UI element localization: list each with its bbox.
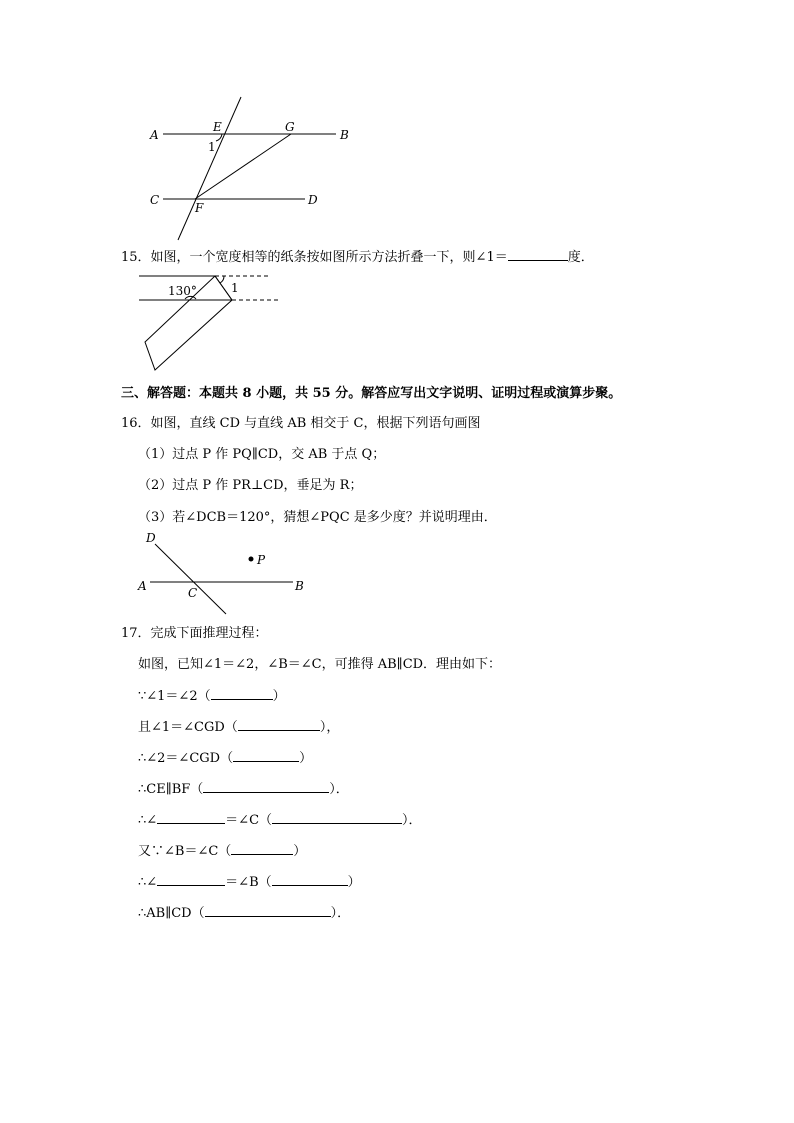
- q17-line-6-close: ）: [293, 844, 307, 859]
- label-c-16: C: [188, 586, 198, 600]
- label-a-16: A: [138, 579, 147, 593]
- q17-line-5: [138, 811, 422, 830]
- label-d-16: D: [146, 531, 156, 545]
- label-a: A: [150, 128, 159, 142]
- q17-line-6: [138, 842, 306, 861]
- q15-number: 15．: [121, 250, 151, 265]
- q17-line-2-end: ），: [319, 720, 340, 735]
- label-1-fold: 1: [231, 281, 239, 295]
- q17-blank-3[interactable]: [233, 749, 299, 762]
- q17-blank-5a[interactable]: [157, 811, 225, 824]
- q17-blank-7a[interactable]: [157, 873, 225, 886]
- q17-line-8-end: ）．: [330, 906, 351, 921]
- q17-line-7: [138, 873, 361, 892]
- q17-line-7-close: ）: [347, 875, 361, 890]
- label-e: E: [213, 120, 222, 134]
- label-p-16: P: [257, 553, 266, 567]
- q17-blank-7b[interactable]: [272, 873, 348, 886]
- q17-line-6-text: 又∵∠B＝∠C（: [138, 844, 232, 859]
- q17-line-3-close: ）: [299, 751, 313, 766]
- q17-line-8-text: ∴AB∥CD（: [138, 906, 205, 921]
- q17-blank-2[interactable]: [238, 718, 320, 731]
- q17-title: 完成下面推理过程：: [150, 626, 268, 641]
- label-f: F: [195, 201, 204, 215]
- q16-item-1: （1）过点 P 作 PQ∥CD，交 AB 于点 Q；: [138, 447, 386, 462]
- q16-item-3: （3）若∠DCB＝120°，猜想∠PQC 是多少度？并说明理由．: [138, 510, 497, 525]
- q17-line-5-end: ）．: [402, 813, 422, 828]
- q17-line-5-start: ∴∠: [138, 813, 158, 828]
- label-130: 130°: [168, 284, 197, 298]
- q17-number: 17．: [121, 626, 151, 641]
- q17-blank-1[interactable]: [211, 687, 273, 700]
- q17-blank-5b[interactable]: [272, 811, 402, 824]
- q17-line-2: [138, 718, 339, 737]
- q16-item-2: （2）过点 P 作 PR⊥CD，垂足为 R；: [138, 478, 363, 493]
- section3-heading: 三、解答题：本题共 8 小题，共 55 分。解答应写出文字说明、证明过程或演算步聚。: [121, 386, 622, 401]
- q17-line-1-close: ）: [272, 689, 286, 704]
- q17-line-1: [138, 687, 286, 706]
- q17-line-7-start: ∴∠: [138, 875, 158, 890]
- point-p: [249, 557, 254, 562]
- q17-line-4: [138, 780, 349, 799]
- q15-text-after: 度．: [567, 250, 594, 265]
- q17-line-4-end: ）．: [329, 782, 349, 797]
- label-b: B: [340, 128, 349, 142]
- label-g: G: [285, 120, 295, 134]
- label-c: C: [150, 193, 160, 207]
- q17-line-3-text: ∴∠2＝∠CGD（: [138, 751, 234, 766]
- q17-title-line: [121, 625, 268, 643]
- q17-blank-8[interactable]: [205, 904, 331, 917]
- q17-line-2-text: 且∠1＝∠CGD（: [138, 720, 238, 735]
- q17-blank-6[interactable]: [231, 842, 293, 855]
- line-cd-16: [155, 544, 226, 614]
- q17-line-3: [138, 749, 312, 768]
- q17-line-8: [138, 904, 350, 923]
- q16-intro: 如图，直线 CD 与直线 AB 相交于 C，根据下列语句画图: [150, 416, 481, 431]
- q17-line-4-text: ∴CE∥BF（: [138, 782, 204, 797]
- label-d: D: [308, 193, 318, 207]
- label-b-16: B: [295, 579, 304, 593]
- q15-text-before: 如图，一个宽度相等的纸条按如图所示方法折叠一下，则∠1＝: [150, 250, 508, 265]
- q17-intro: 如图，已知∠1＝∠2，∠B＝∠C，可推得 AB∥CD．理由如下：: [138, 657, 502, 672]
- q17-line-7-mid: ＝∠B（: [225, 875, 272, 890]
- q17-blank-4[interactable]: [203, 780, 329, 793]
- q17-line-5-mid: ＝∠C（: [225, 813, 273, 828]
- q16-number: 16．: [121, 416, 151, 431]
- q17-line-1-text: ∵∠1＝∠2（: [138, 689, 211, 704]
- label-1: 1: [208, 140, 216, 154]
